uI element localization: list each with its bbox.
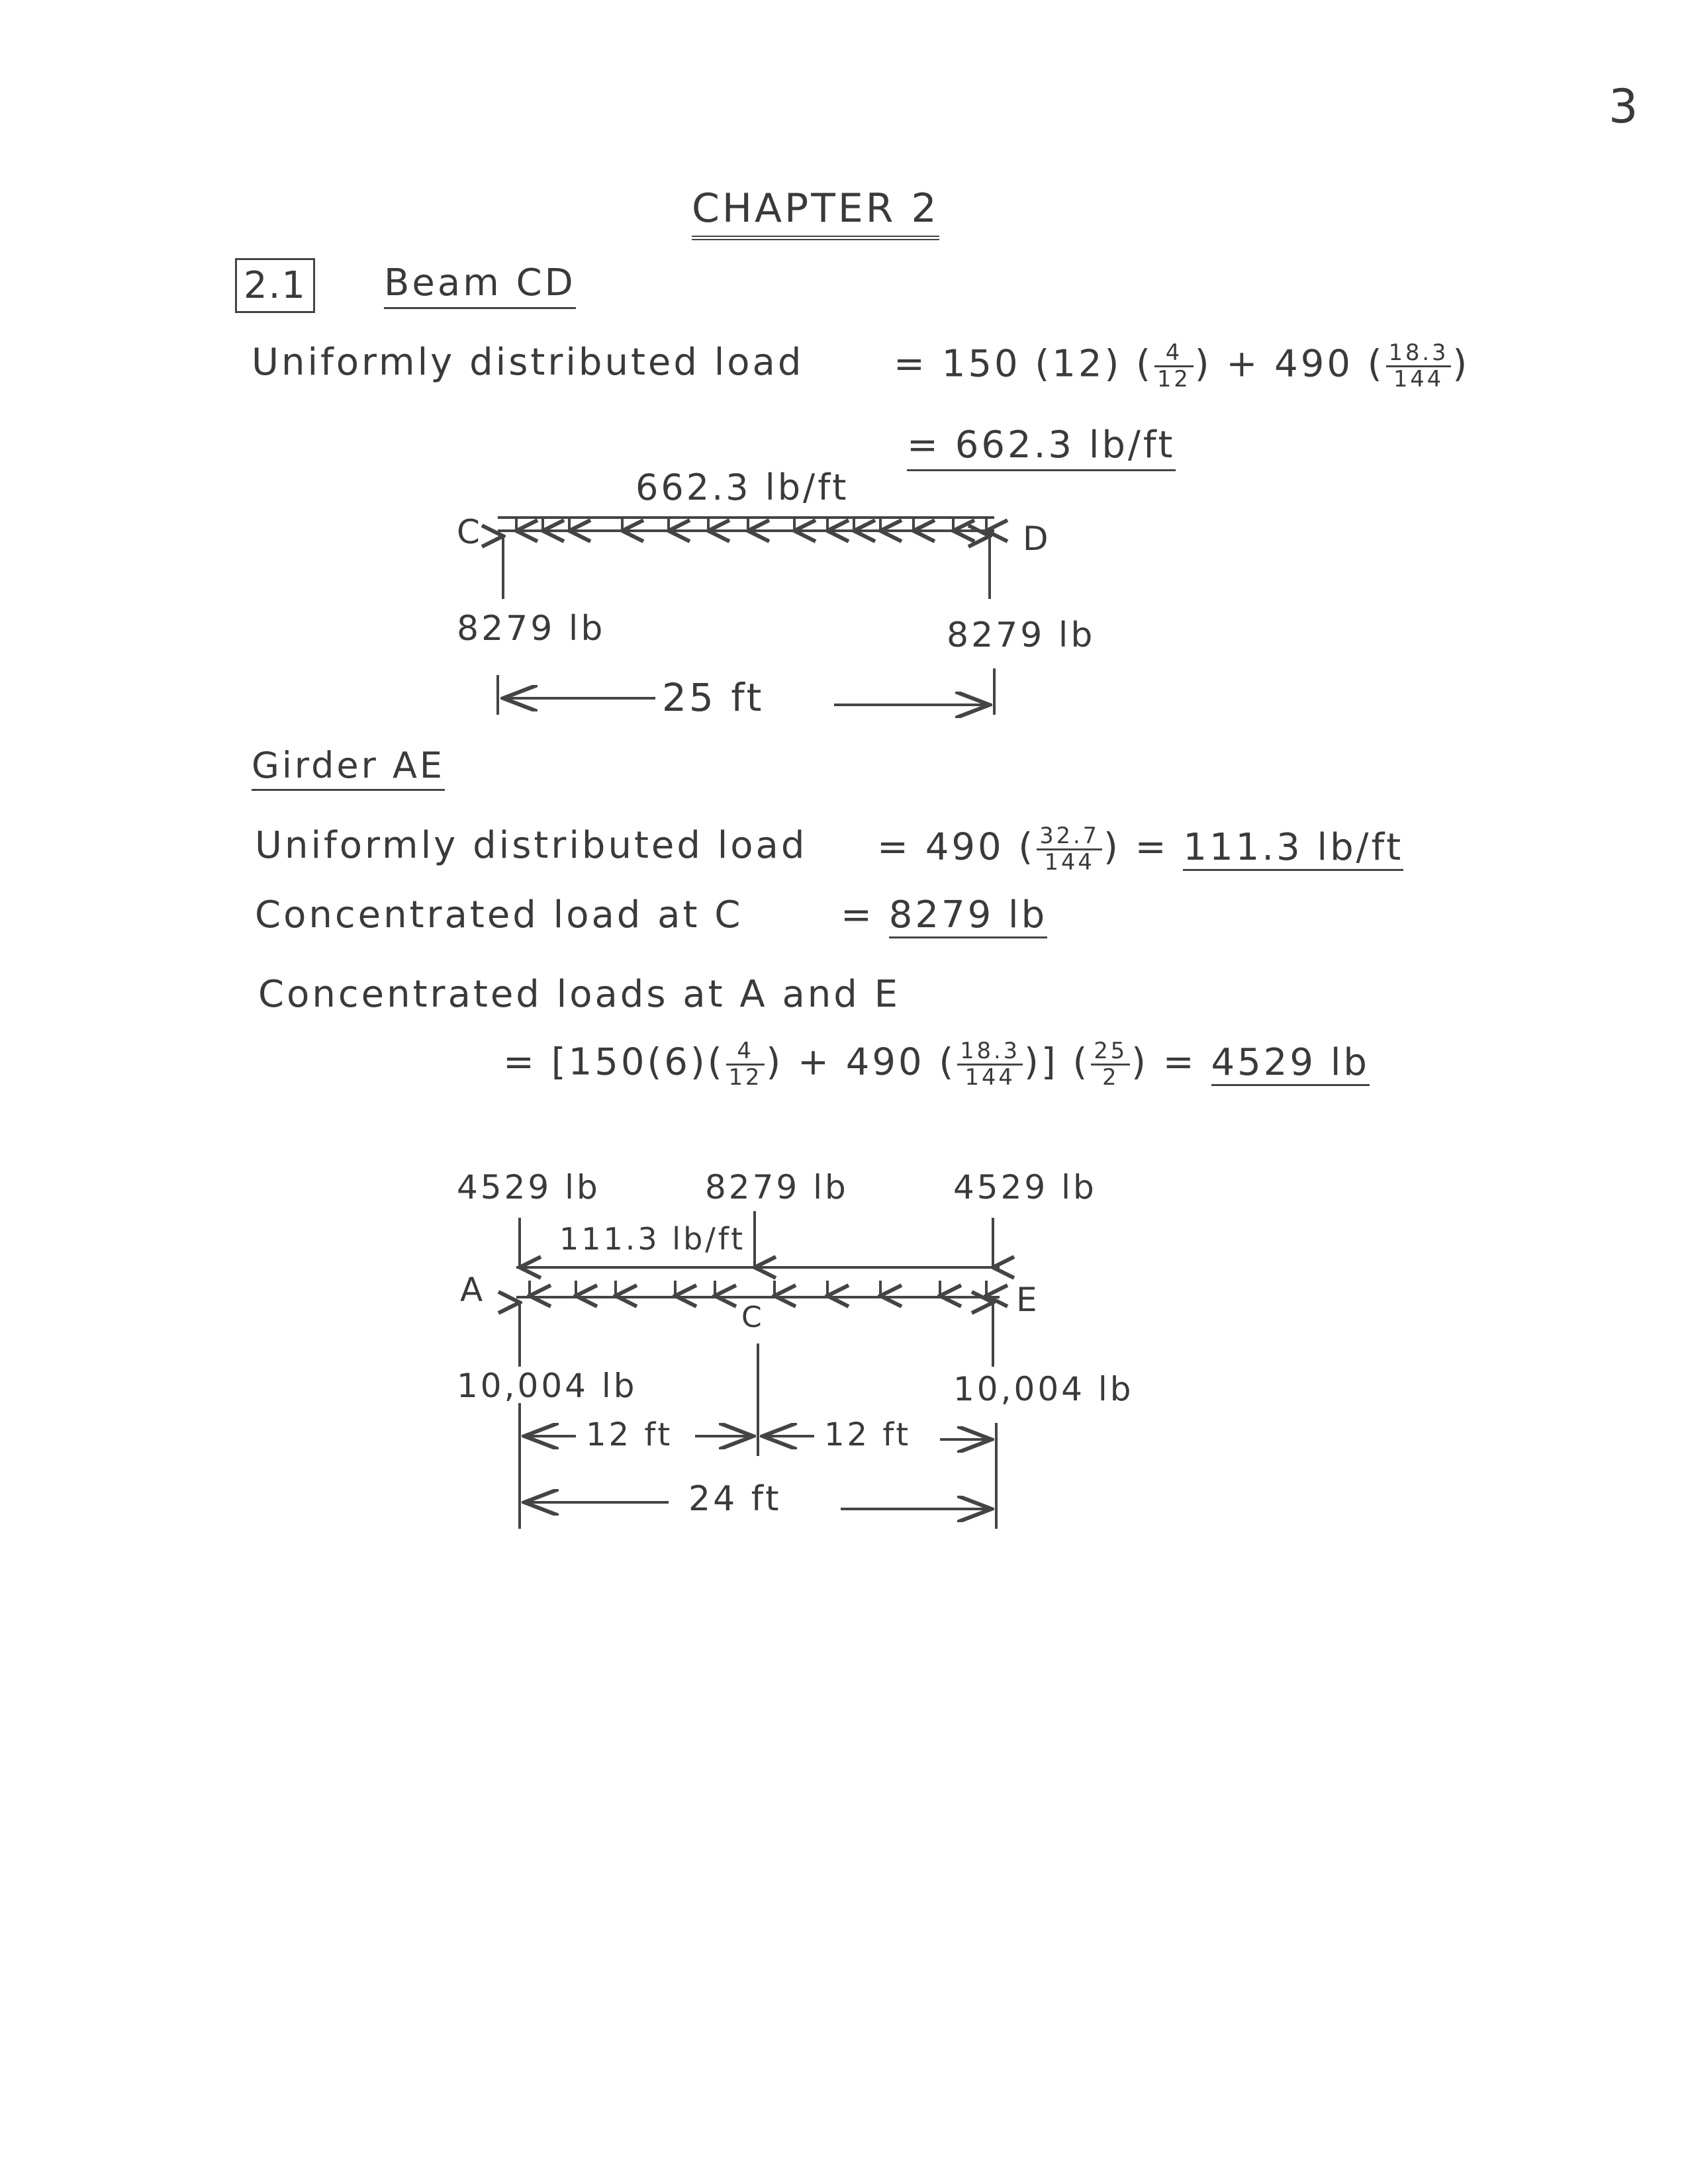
- beam-title: Beam CD: [384, 261, 576, 309]
- beam-cd-load-arrows: [516, 518, 986, 531]
- beam-eq-result: = 662.3 lb/ft: [907, 424, 1176, 471]
- girder-left-span: 12 ft: [586, 1416, 673, 1453]
- girder-conc-ae-value: = [150(6)( $\frac{4}{12}$ ) + 490 ( $\frac{18.3}{144}$ )] ( $\frac{25}{2}$ ) = 4529 lb: [503, 1038, 1370, 1090]
- beam-right-reaction: 8279 lb: [947, 615, 1096, 655]
- beam-span: 25 ft: [662, 675, 765, 720]
- beam-right-end: D: [1023, 520, 1051, 558]
- page-number: 3: [1609, 79, 1641, 134]
- girder-udl-label: Uniformly distributed load: [255, 824, 808, 867]
- girder-udl-arrows: [530, 1281, 986, 1296]
- beam-load-label: 662.3 lb/ft: [635, 467, 849, 508]
- girder-title: Girder AE: [252, 745, 445, 791]
- girder-left-reaction: 10,004 lb: [457, 1367, 637, 1405]
- girder-conc-ae-label: Concentrated loads at A and E: [258, 973, 901, 1016]
- girder-conc-c-value: = 8279 lb: [841, 893, 1047, 936]
- girder-load-c-label: 8279 lb: [705, 1168, 849, 1206]
- girder-load-a-label: 4529 lb: [457, 1168, 600, 1206]
- beam-eq-label: Uniformly distributed load: [252, 341, 804, 384]
- girder-left-end: A: [460, 1271, 486, 1309]
- chapter-title: CHAPTER 2: [692, 185, 939, 240]
- problem-number: 2.1: [235, 258, 315, 313]
- beam-left-end: C: [457, 513, 483, 551]
- girder-right-span: 12 ft: [824, 1416, 912, 1453]
- girder-udl-value: = 490 ( $\frac{32.7}{144}$ ) = 111.3 lb/ft: [877, 823, 1404, 875]
- girder-right-reaction: 10,004 lb: [953, 1370, 1134, 1408]
- girder-mid-point: C: [741, 1300, 765, 1334]
- girder-right-end: E: [1016, 1281, 1040, 1319]
- girder-total-span: 24 ft: [688, 1479, 782, 1519]
- girder-conc-c-label: Concentrated load at C: [255, 893, 743, 936]
- beam-eq-rhs: = 150 (12) ( $\frac{4}{12}$ ) + 490 ( $\frac{18.3}{144}$ ): [894, 340, 1470, 392]
- beam-left-reaction: 8279 lb: [457, 609, 606, 649]
- girder-load-e-label: 4529 lb: [953, 1168, 1097, 1206]
- girder-udl-diagram-label: 111.3 lb/ft: [559, 1221, 746, 1257]
